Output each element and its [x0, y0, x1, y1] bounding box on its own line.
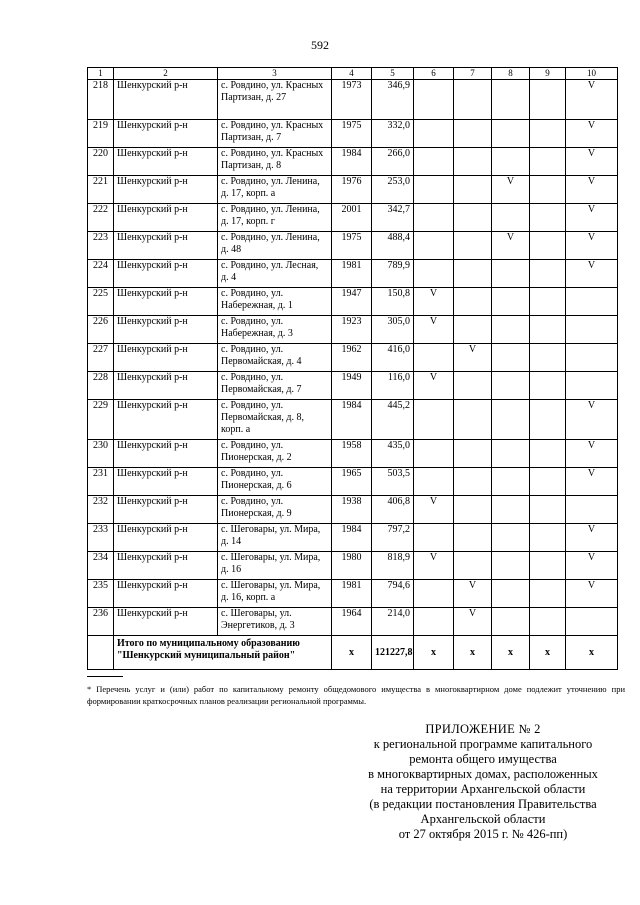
- year-cell: 1976: [332, 176, 372, 204]
- row-number: 231: [88, 468, 114, 496]
- area-cell: 150,8: [372, 288, 414, 316]
- mark-col-7: [454, 260, 492, 288]
- table-row: [88, 400, 618, 440]
- address-cell: с. Ровдино, ул. Красных Партизан, д. 7: [218, 120, 332, 148]
- row-number: 222: [88, 204, 114, 232]
- area-cell: 116,0: [372, 372, 414, 400]
- mark-col-9: [530, 440, 566, 468]
- mark-col-8: [492, 552, 530, 580]
- mark-col-8: [492, 372, 530, 400]
- row-number: 225: [88, 288, 114, 316]
- area-cell: 488,4: [372, 232, 414, 260]
- mark-col-9: [530, 120, 566, 148]
- table-row: [88, 176, 618, 204]
- mark-col-10: V: [566, 120, 618, 148]
- mark-col-9: [530, 524, 566, 552]
- mark-col-6: V: [414, 288, 454, 316]
- address-cell: с. Ровдино, ул. Ленина, д. 17, корп. а: [218, 176, 332, 204]
- row-number: 228: [88, 372, 114, 400]
- column-number: 2: [114, 68, 218, 80]
- year-cell: 1923: [332, 316, 372, 344]
- row-number: 223: [88, 232, 114, 260]
- table-row: [88, 580, 618, 608]
- table-row: [88, 148, 618, 176]
- total-col-7: x: [454, 636, 492, 670]
- year-cell: 1984: [332, 524, 372, 552]
- year-cell: 1958: [332, 440, 372, 468]
- district-cell: Шенкурский р-н: [114, 608, 218, 636]
- district-cell: Шенкурский р-н: [114, 440, 218, 468]
- address-cell: с. Ровдино, ул. Набережная, д. 3: [218, 316, 332, 344]
- appendix-line: на территории Архангельской области: [380, 782, 586, 796]
- mark-col-9: [530, 148, 566, 176]
- year-cell: 1965: [332, 468, 372, 496]
- mark-col-8: [492, 440, 530, 468]
- row-number: 229: [88, 400, 114, 440]
- district-cell: Шенкурский р-н: [114, 496, 218, 524]
- mark-col-10: [566, 496, 618, 524]
- address-cell: с. Ровдино, ул. Лесная, д. 4: [218, 260, 332, 288]
- area-cell: 305,0: [372, 316, 414, 344]
- address-cell: с. Ровдино, ул. Первомайская, д. 8, корп. а: [218, 400, 332, 440]
- row-number: 230: [88, 440, 114, 468]
- mark-col-8: [492, 80, 530, 120]
- mark-col-7: [454, 440, 492, 468]
- mark-col-7: [454, 468, 492, 496]
- mark-col-7: [454, 288, 492, 316]
- table-row: [88, 232, 618, 260]
- total-area: 121227,8: [372, 636, 414, 670]
- total-col-9: x: [530, 636, 566, 670]
- mark-col-9: [530, 580, 566, 608]
- year-cell: 1975: [332, 120, 372, 148]
- address-cell: с. Ровдино, ул. Ленина, д. 17, корп. г: [218, 204, 332, 232]
- mark-col-7: [454, 372, 492, 400]
- year-cell: 1975: [332, 232, 372, 260]
- year-cell: 1973: [332, 80, 372, 120]
- mark-col-9: [530, 400, 566, 440]
- mark-col-10: V: [566, 204, 618, 232]
- mark-col-7: [454, 316, 492, 344]
- mark-col-9: [530, 80, 566, 120]
- total-year: x: [332, 636, 372, 670]
- mark-col-10: V: [566, 524, 618, 552]
- mark-col-7: [454, 148, 492, 176]
- mark-col-9: [530, 496, 566, 524]
- area-cell: 266,0: [372, 148, 414, 176]
- footnote-divider: [87, 676, 123, 677]
- table-row: [88, 204, 618, 232]
- district-cell: Шенкурский р-н: [114, 552, 218, 580]
- column-number: 7: [454, 68, 492, 80]
- mark-col-10: V: [566, 580, 618, 608]
- mark-col-6: [414, 580, 454, 608]
- year-cell: 1938: [332, 496, 372, 524]
- mark-col-6: V: [414, 552, 454, 580]
- mark-col-7: [454, 176, 492, 204]
- mark-col-8: [492, 400, 530, 440]
- mark-col-6: [414, 204, 454, 232]
- district-cell: Шенкурский р-н: [114, 80, 218, 120]
- table-row: [88, 608, 618, 636]
- year-cell: 1984: [332, 148, 372, 176]
- mark-col-10: [566, 288, 618, 316]
- address-cell: с. Ровдино, ул. Первомайская, д. 4: [218, 344, 332, 372]
- mark-col-7: [454, 80, 492, 120]
- district-cell: Шенкурский р-н: [114, 372, 218, 400]
- column-number: 3: [218, 68, 332, 80]
- mark-col-7: [454, 524, 492, 552]
- district-cell: Шенкурский р-н: [114, 344, 218, 372]
- mark-col-9: [530, 232, 566, 260]
- row-number: 218: [88, 80, 114, 120]
- mark-col-6: [414, 524, 454, 552]
- mark-col-9: [530, 260, 566, 288]
- page-number: 592: [311, 38, 329, 52]
- district-cell: Шенкурский р-н: [114, 204, 218, 232]
- address-cell: с. Ровдино, ул. Красных Партизан, д. 8: [218, 148, 332, 176]
- area-cell: 416,0: [372, 344, 414, 372]
- row-number: 235: [88, 580, 114, 608]
- mark-col-6: V: [414, 496, 454, 524]
- mark-col-6: [414, 232, 454, 260]
- district-cell: Шенкурский р-н: [114, 580, 218, 608]
- mark-col-6: [414, 148, 454, 176]
- mark-col-9: [530, 204, 566, 232]
- area-cell: 214,0: [372, 608, 414, 636]
- table-row: [88, 468, 618, 496]
- appendix-line: в многоквартирных домах, расположенных: [368, 767, 598, 781]
- appendix-block: [352, 722, 614, 842]
- mark-col-10: V: [566, 176, 618, 204]
- table-row: [88, 524, 618, 552]
- total-col-6: x: [414, 636, 454, 670]
- mark-col-10: V: [566, 552, 618, 580]
- mark-col-8: [492, 260, 530, 288]
- mark-col-10: V: [566, 400, 618, 440]
- table-row: [88, 316, 618, 344]
- table-row: [88, 344, 618, 372]
- mark-col-10: [566, 372, 618, 400]
- area-cell: 406,8: [372, 496, 414, 524]
- mark-col-7: [454, 400, 492, 440]
- total-row: [88, 636, 618, 670]
- area-cell: 445,2: [372, 400, 414, 440]
- row-number: 227: [88, 344, 114, 372]
- mark-col-9: [530, 468, 566, 496]
- area-cell: 789,9: [372, 260, 414, 288]
- column-number: 10: [566, 68, 618, 80]
- table-row: [88, 288, 618, 316]
- year-cell: 1981: [332, 260, 372, 288]
- total-num-cell: [88, 636, 114, 670]
- address-cell: с. Шеговары, ул. Мира, д. 16, корп. а: [218, 580, 332, 608]
- year-cell: 1980: [332, 552, 372, 580]
- mark-col-9: [530, 372, 566, 400]
- total-col-10: x: [566, 636, 618, 670]
- row-number: 221: [88, 176, 114, 204]
- mark-col-10: V: [566, 440, 618, 468]
- mark-col-8: [492, 204, 530, 232]
- district-cell: Шенкурский р-н: [114, 400, 218, 440]
- mark-col-10: V: [566, 468, 618, 496]
- mark-col-8: [492, 316, 530, 344]
- mark-col-7: [454, 120, 492, 148]
- mark-col-6: [414, 440, 454, 468]
- mark-col-8: [492, 468, 530, 496]
- address-cell: с. Ровдино, ул. Пионерская, д. 2: [218, 440, 332, 468]
- mark-col-8: [492, 608, 530, 636]
- address-cell: с. Ровдино, ул. Набережная, д. 1: [218, 288, 332, 316]
- table-row: [88, 80, 618, 120]
- mark-col-10: V: [566, 260, 618, 288]
- appendix-line: (в редакции постановления Правительства: [369, 797, 597, 811]
- mark-col-8: V: [492, 232, 530, 260]
- year-cell: 1949: [332, 372, 372, 400]
- area-cell: 794,6: [372, 580, 414, 608]
- mark-col-8: [492, 580, 530, 608]
- mark-col-10: V: [566, 80, 618, 120]
- table-row: [88, 372, 618, 400]
- mark-col-6: [414, 120, 454, 148]
- district-cell: Шенкурский р-н: [114, 316, 218, 344]
- column-number: 9: [530, 68, 566, 80]
- district-cell: Шенкурский р-н: [114, 288, 218, 316]
- column-number: 1: [88, 68, 114, 80]
- mark-col-7: V: [454, 608, 492, 636]
- district-cell: Шенкурский р-н: [114, 232, 218, 260]
- address-cell: с. Ровдино, ул. Пионерская, д. 9: [218, 496, 332, 524]
- mark-col-8: [492, 344, 530, 372]
- column-number: 4: [332, 68, 372, 80]
- total-label: Итого по муниципальному образованию "Шенкурский муниципальный район": [114, 636, 332, 670]
- address-cell: с. Ровдино, ул. Пионерская, д. 6: [218, 468, 332, 496]
- appendix-line: к региональной программе капитального: [373, 737, 593, 751]
- address-cell: с. Шеговары, ул. Мира, д. 16: [218, 552, 332, 580]
- area-cell: 346,9: [372, 80, 414, 120]
- footnote: * Перечень услуг и (или) работ по капитальному ремонту общедомового имущества в многоквартирном доме подлежит уточнению при формировании краткосрочных планов реализации региональной программы.: [87, 684, 625, 706]
- mark-col-6: [414, 80, 454, 120]
- column-number-row: [88, 68, 618, 80]
- mark-col-7: [454, 204, 492, 232]
- mark-col-9: [530, 316, 566, 344]
- mark-col-10: V: [566, 148, 618, 176]
- mark-col-8: V: [492, 176, 530, 204]
- year-cell: 1984: [332, 400, 372, 440]
- address-cell: с. Ровдино, ул. Первомайская, д. 7: [218, 372, 332, 400]
- mark-col-8: [492, 120, 530, 148]
- total-col-8: x: [492, 636, 530, 670]
- mark-col-6: V: [414, 316, 454, 344]
- table-row: [88, 440, 618, 468]
- mark-col-7: V: [454, 344, 492, 372]
- mark-col-9: [530, 608, 566, 636]
- table-row: [88, 120, 618, 148]
- mark-col-9: [530, 552, 566, 580]
- mark-col-6: [414, 260, 454, 288]
- row-number: 234: [88, 552, 114, 580]
- mark-col-8: [492, 288, 530, 316]
- area-cell: 503,5: [372, 468, 414, 496]
- appendix-title: ПРИЛОЖЕНИЕ № 2: [425, 722, 541, 736]
- year-cell: 1981: [332, 580, 372, 608]
- mark-col-9: [530, 176, 566, 204]
- column-number: 6: [414, 68, 454, 80]
- appendix-line: Архангельской области: [420, 812, 546, 826]
- column-number: 8: [492, 68, 530, 80]
- row-number: 220: [88, 148, 114, 176]
- area-cell: 818,9: [372, 552, 414, 580]
- mark-col-7: [454, 552, 492, 580]
- address-cell: с. Ровдино, ул. Ленина, д. 48: [218, 232, 332, 260]
- row-number: 233: [88, 524, 114, 552]
- mark-col-8: [492, 148, 530, 176]
- column-number: 5: [372, 68, 414, 80]
- district-cell: Шенкурский р-н: [114, 524, 218, 552]
- year-cell: 2001: [332, 204, 372, 232]
- year-cell: 1964: [332, 608, 372, 636]
- year-cell: 1962: [332, 344, 372, 372]
- district-cell: Шенкурский р-н: [114, 260, 218, 288]
- mark-col-9: [530, 288, 566, 316]
- district-cell: Шенкурский р-н: [114, 120, 218, 148]
- mark-col-7: [454, 496, 492, 524]
- mark-col-7: [454, 232, 492, 260]
- area-cell: 342,7: [372, 204, 414, 232]
- mark-col-6: [414, 344, 454, 372]
- address-cell: с. Шеговары, ул. Мира, д. 14: [218, 524, 332, 552]
- buildings-table: [87, 67, 618, 670]
- district-cell: Шенкурский р-н: [114, 176, 218, 204]
- mark-col-10: [566, 316, 618, 344]
- mark-col-10: [566, 608, 618, 636]
- mark-col-7: V: [454, 580, 492, 608]
- mark-col-10: [566, 344, 618, 372]
- address-cell: с. Шеговары, ул. Энергетиков, д. 3: [218, 608, 332, 636]
- year-cell: 1947: [332, 288, 372, 316]
- mark-col-6: V: [414, 372, 454, 400]
- area-cell: 435,0: [372, 440, 414, 468]
- address-cell: с. Ровдино, ул. Красных Партизан, д. 27: [218, 80, 332, 120]
- mark-col-8: [492, 524, 530, 552]
- table-body: [88, 80, 618, 636]
- area-cell: 797,2: [372, 524, 414, 552]
- row-number: 232: [88, 496, 114, 524]
- table-row: [88, 552, 618, 580]
- table-row: [88, 260, 618, 288]
- row-number: 224: [88, 260, 114, 288]
- area-cell: 253,0: [372, 176, 414, 204]
- mark-col-6: [414, 608, 454, 636]
- row-number: 236: [88, 608, 114, 636]
- mark-col-6: [414, 400, 454, 440]
- district-cell: Шенкурский р-н: [114, 468, 218, 496]
- row-number: 226: [88, 316, 114, 344]
- appendix-line: от 27 октября 2015 г. № 426-пп): [398, 827, 568, 841]
- row-number: 219: [88, 120, 114, 148]
- appendix-line: ремонта общего имущества: [409, 752, 557, 766]
- table-row: [88, 496, 618, 524]
- mark-col-10: V: [566, 232, 618, 260]
- mark-col-6: [414, 468, 454, 496]
- area-cell: 332,0: [372, 120, 414, 148]
- mark-col-9: [530, 344, 566, 372]
- mark-col-8: [492, 496, 530, 524]
- mark-col-6: [414, 176, 454, 204]
- district-cell: Шенкурский р-н: [114, 148, 218, 176]
